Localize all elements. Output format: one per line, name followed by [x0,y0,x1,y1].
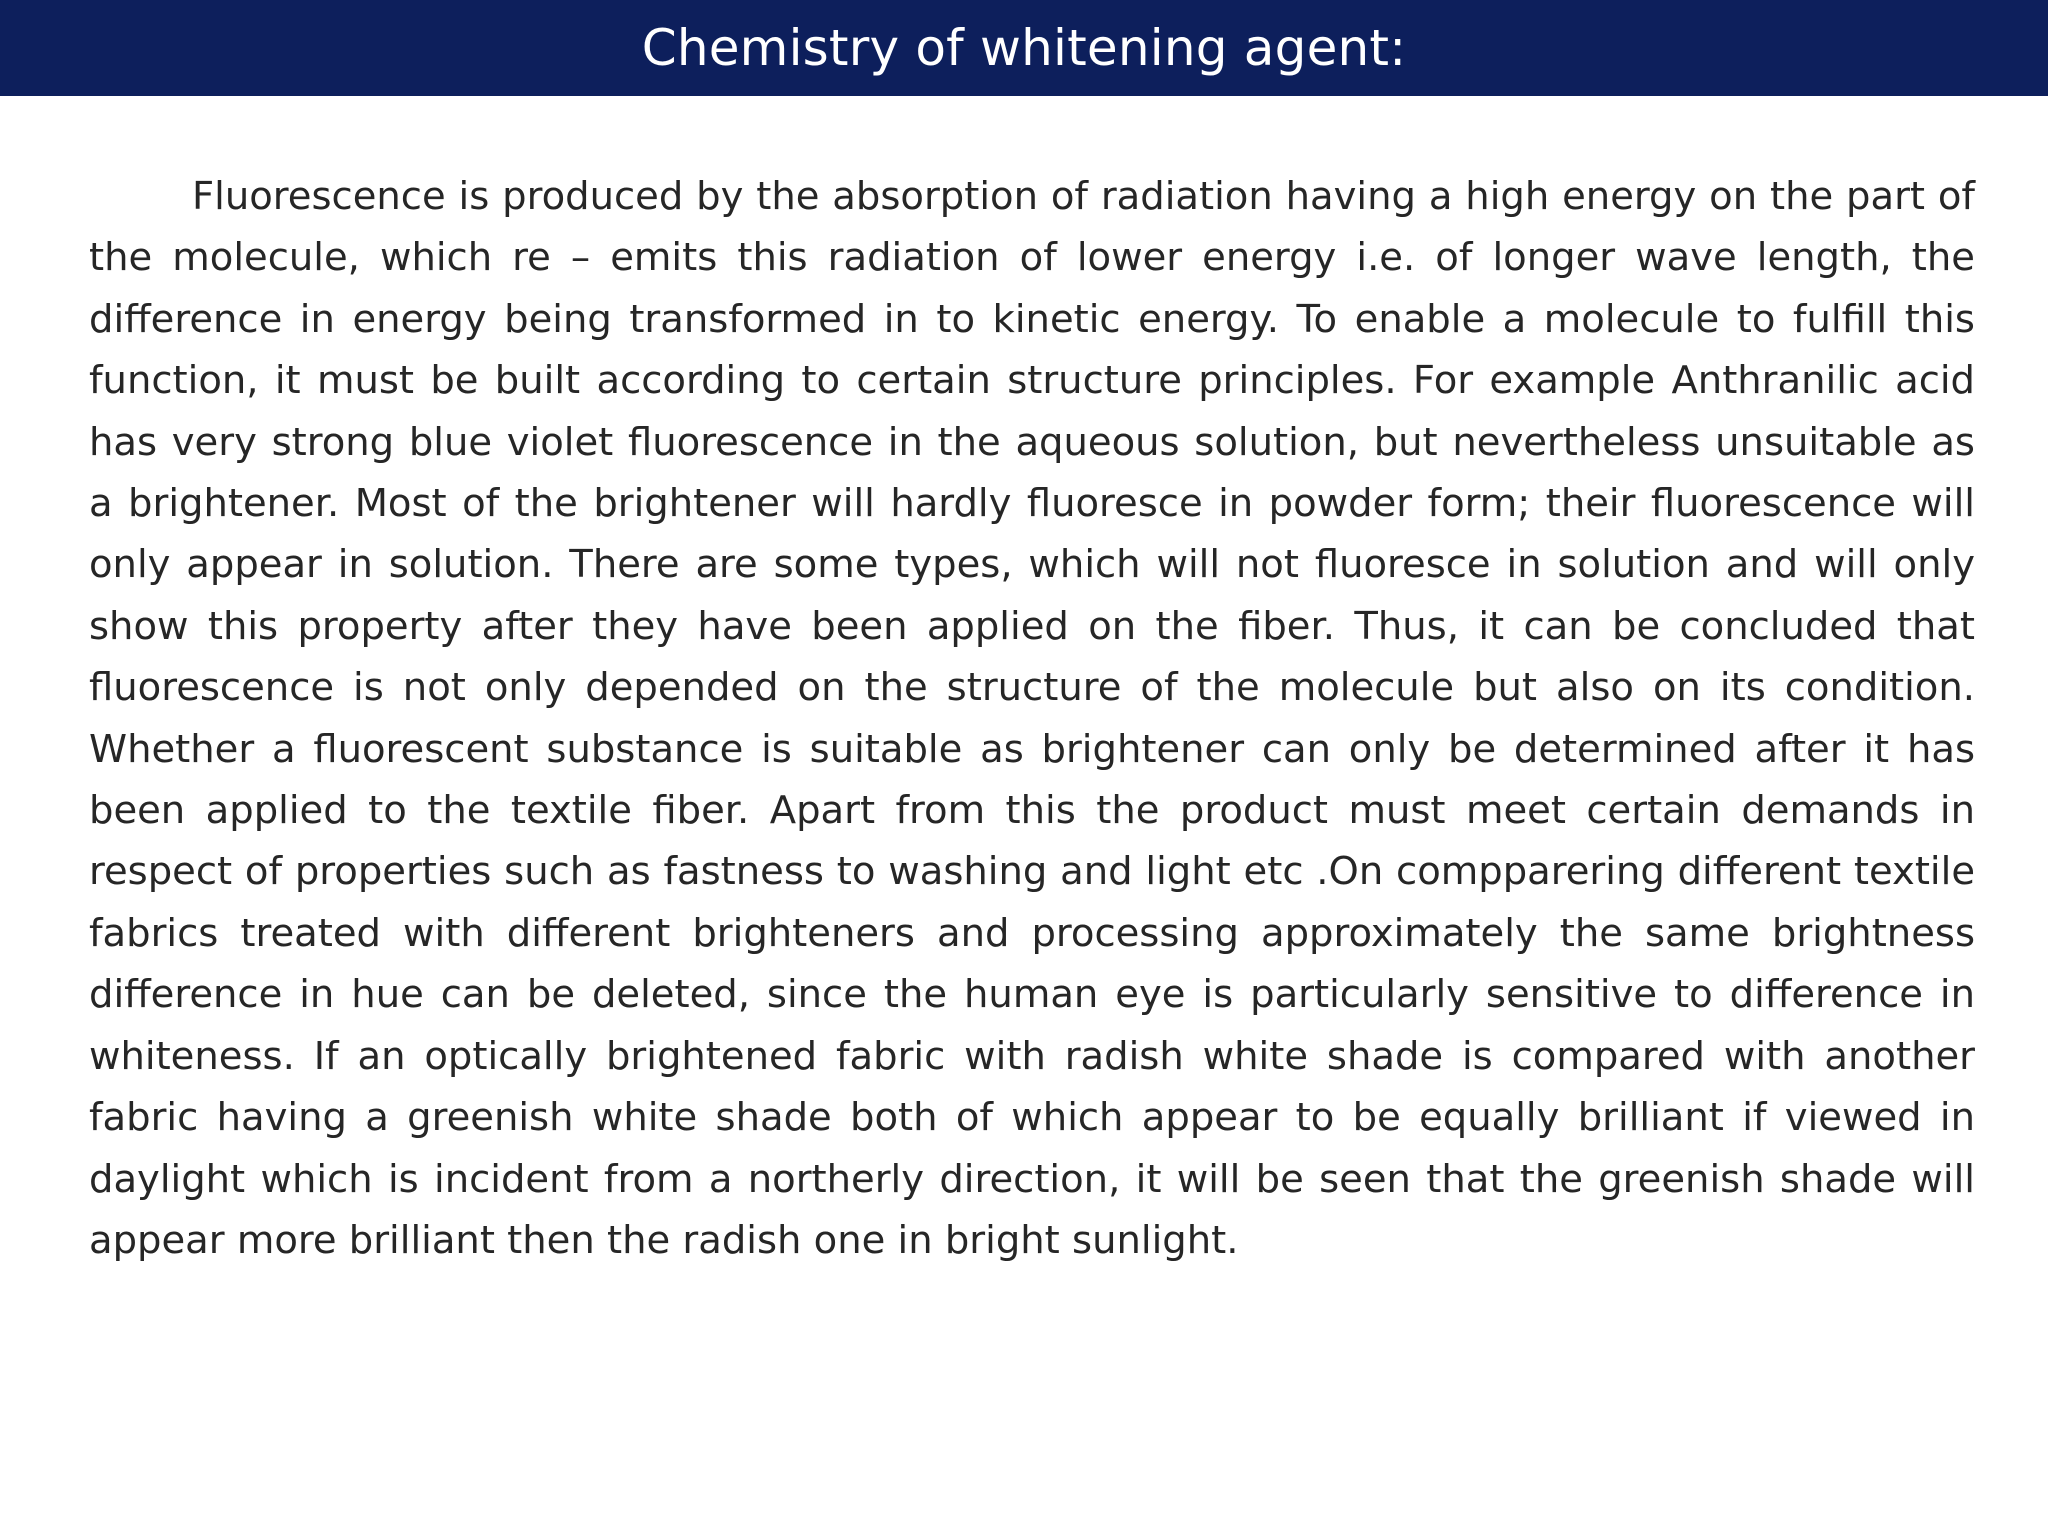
body-paragraph: Fluorescence is produced by the absorption of radiation having a high energy on the part of the molecule, which re – emits this radiation of lower energy i.e. of longer wave length, the difference in energy being transformed in to kinetic energy. To enable a molecule to fulfill this function, it must be built according to certain structure principles. For example Anthranilic acid has very strong blue violet fluorescence in the aqueous solution, but nevertheless unsuitable as a brightener. Most of the brightener will hardly fluoresce in powder form; their fluorescence will only appear in solution. There are some types, which will not fluoresce in solution and will only show this property after they have been applied on the fiber. Thus, it can be concluded that fluorescence is not only depended on the structure of the molecule but also on its condition. Whether a fluorescent substance is suitable as brightener can only be determined after it has been applied to the textile fiber. Apart from this the product must meet certain demands in respect of properties such as fastness to washing and light etc .On compparering different textile fabrics treated with different brighteners and processing approximately the same brightness difference in hue can be deleted, since the human eye is particularly sensitive to difference in whiteness. If an optically brightened fabric with radish white shade is compared with another fabric having a greenish white shade both of which appear to be equally brilliant if viewed in daylight which is incident from a northerly direction, it will be seen that the greenish shade will appear more brilliant then the radish one in bright sunlight. [89,174,1975,1263]
title-bar [0,0,2048,96]
slide-title: Chemistry of whitening agent: [641,19,1407,77]
